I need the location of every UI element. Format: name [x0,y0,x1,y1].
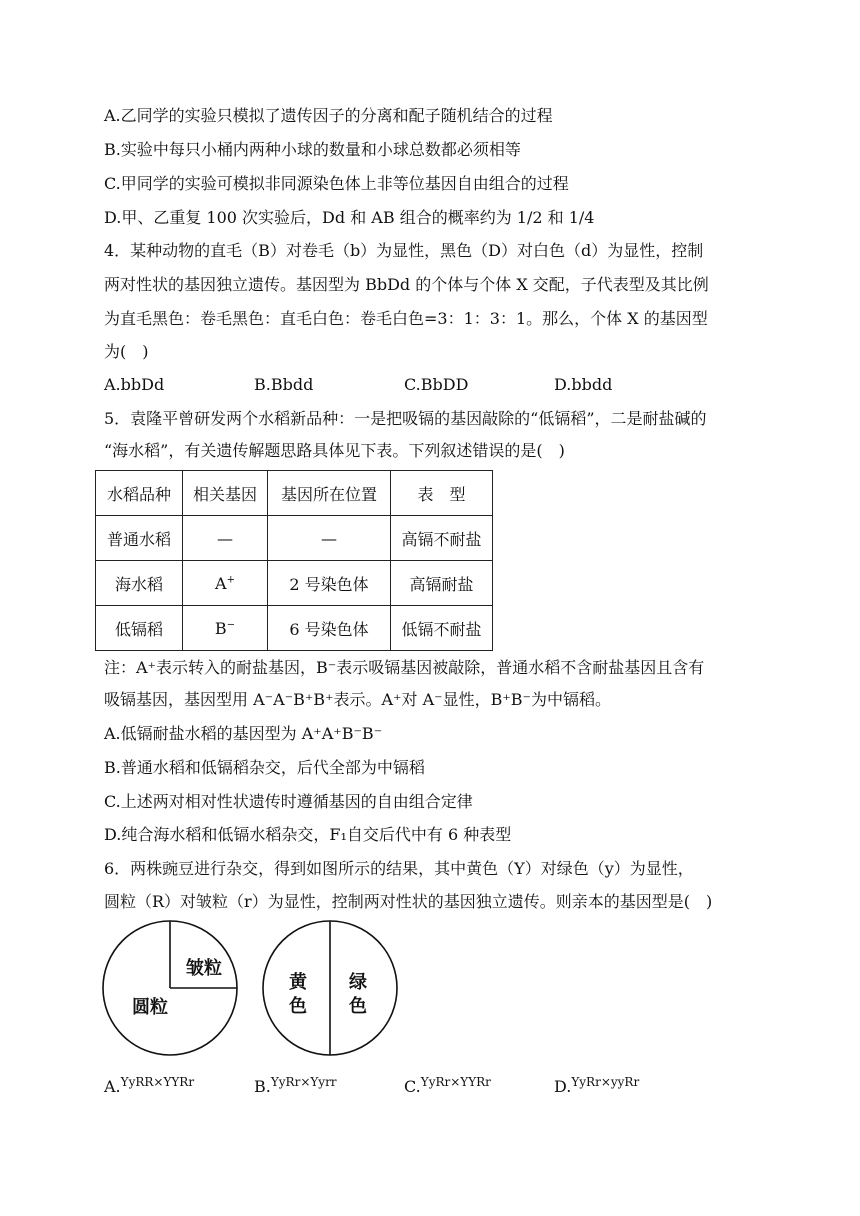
table-cell: 普通水稻 [96,516,183,561]
pie-label-yellow: 色 [289,996,307,1017]
q6-option-d [554,1072,639,1097]
q3-option-c: C.甲同学的实验可模拟非同源染色体上非等位基因自由组合的过程 [104,174,569,193]
option-letter: C. [404,1077,421,1096]
table-cell: 低镉稻 [96,606,183,651]
gene-superscript: + [226,574,235,586]
q4-option-c: C.BbDD [404,375,469,394]
q5-stem-line: “海水稻”，有关遗传解题思路具体见下表。下列叙述错误的是( ) [104,441,565,460]
pie-label-round: 圆粒 [132,997,168,1018]
q3-option-d: D.甲、乙重复 100 次实验后，Dd 和 AB 组合的概率约为 1/2 和 1/4 [104,208,595,227]
pie-label-green: 绿 [349,972,367,993]
table-header-row [96,471,493,516]
pie-label-green: 色 [349,996,367,1017]
q6-option-c [404,1072,491,1097]
q4-option-d: D.bbdd [554,375,613,394]
pie-label-yellow: 黄 [289,972,307,993]
gene-symbol: B [214,618,227,638]
q5-option-c: C.上述两对相对性状遗传时遵循基因的自由组合定律 [104,792,473,811]
table-row [96,606,493,651]
table-cell: 海水稻 [96,561,183,606]
option-genotype: YyRR×YYRr [120,1075,195,1089]
option-genotype: YyRr×Yyrr [270,1075,337,1089]
q5-note-line: 注：A⁺表示转入的耐盐基因，B⁻表示吸镉基因被敲除，普通水稻不含耐盐基因且含有 [104,658,705,677]
q6-option-a [104,1072,194,1097]
q3-option-b: B.实验中每只小桶内两种小球的数量和小球总数都必须相等 [104,140,521,159]
pie-chart-shape [103,921,237,1055]
q3-option-a: A.乙同学的实验只模拟了遗传因子的分离和配子随机结合的过程 [104,106,553,125]
table-row [96,516,493,561]
option-letter: B. [254,1077,271,1096]
table-cell: 2 号染色体 [268,561,391,606]
q5-option-d: D.纯合海水稻和低镉水稻杂交，F₁自交后代中有 6 种表型 [104,825,512,844]
q5-note-line: 吸镉基因，基因型用 A⁻A⁻B⁺B⁺表示。A⁺对 A⁻显性，B⁺B⁻为中镉稻。 [104,690,611,709]
q6-stem-line: 6．两株豌豆进行杂交，得到如图所示的结果，其中黄色（Y）对绿色（y）为显性， [104,859,694,878]
table-cell [183,606,268,651]
q4-option-a: A.bbDd [104,375,165,394]
q5-option-a: A.低镉耐盐水稻的基因型为 A⁺A⁺B⁻B⁻ [104,724,383,743]
gene-symbol: A [215,573,227,593]
q5-option-b: B.普通水稻和低镉稻杂交，后代全部为中镉稻 [104,758,425,777]
q5-stem-line: 5．袁隆平曾研发两个水稻新品种：一是把吸镉的基因敲除的“低镉稻”，二是耐盐碱的 [104,409,707,428]
pie-chart-color [263,921,397,1055]
pie-label-wrinkled: 皱粒 [186,958,222,979]
q4-stem-line: 为( ) [104,342,149,361]
option-genotype: YyRr×YYRr [420,1075,491,1089]
table-row [96,561,493,606]
q4-stem-line: 两对性状的基因独立遗传。基因型为 BbDd 的个体与个体 X 交配，子代表型及其比例 [104,275,709,294]
table-header-cell: 基因所在位置 [268,471,391,516]
q6-stem-line: 圆粒（R）对皱粒（r）为显性，控制两对性状的基因独立遗传。则亲本的基因型是( ) [104,892,713,911]
pie-charts [100,918,420,1066]
table-header-cell: 水稻品种 [96,471,183,516]
table-cell: — [268,516,391,561]
table-cell: 低镉不耐盐 [391,606,493,651]
table-header-cell: 相关基因 [183,471,268,516]
option-letter: D. [554,1077,572,1096]
rice-gene-table [95,470,493,651]
q6-option-b [254,1072,337,1097]
table-cell: 高镉不耐盐 [391,516,493,561]
q4-stem-line: 为直毛黑色：卷毛黑色：直毛白色：卷毛白色=3：1：3：1。那么，个体 X 的基因型 [104,309,708,328]
q4-stem-line: 4．某种动物的直毛（B）对卷毛（b）为显性，黑色（D）对白色（d）为显性，控制 [104,241,704,260]
table-cell [183,561,268,606]
table-cell: — [183,516,268,561]
q4-option-b: B.Bbdd [254,375,314,394]
option-genotype: YyRr×yyRr [571,1075,640,1089]
option-letter: A. [104,1077,121,1096]
table-cell: 6 号染色体 [268,606,391,651]
table-header-cell: 表 型 [391,471,493,516]
gene-superscript: − [226,619,236,631]
table-cell: 高镉耐盐 [391,561,493,606]
